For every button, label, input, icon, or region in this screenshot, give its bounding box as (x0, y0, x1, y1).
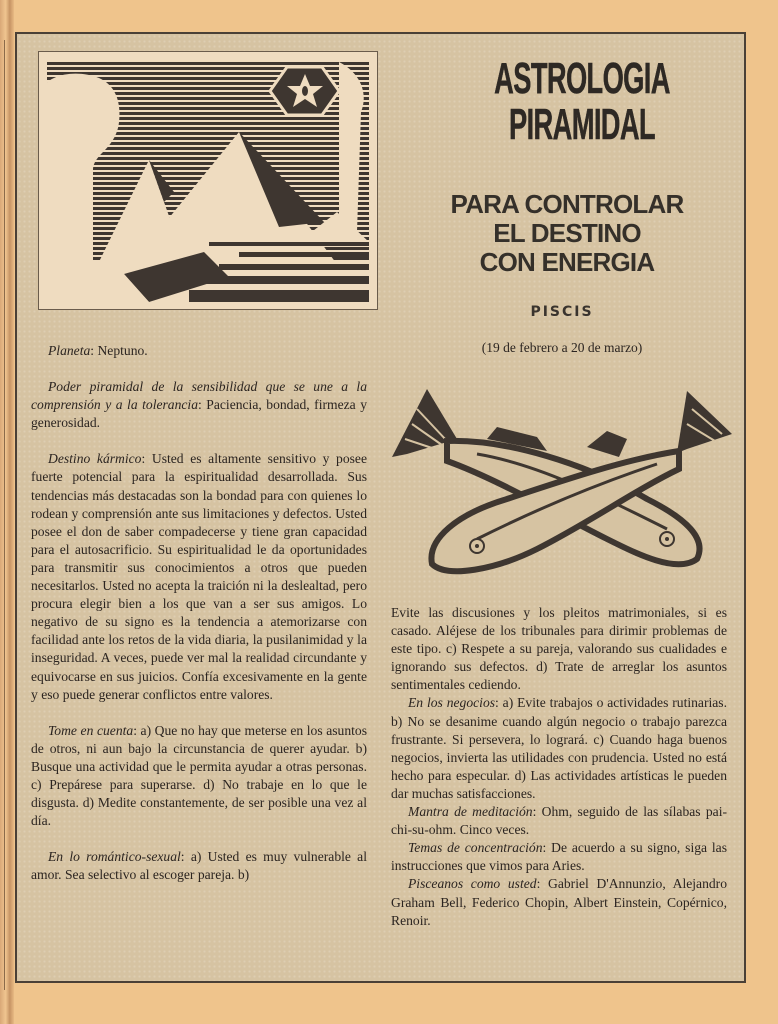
page-spine (0, 0, 14, 1024)
subtitle-line-1: PARA CONTROLAR (450, 189, 684, 219)
pisceanos-paragraph (391, 875, 727, 929)
pisceanos-label: Pisceanos como usted (408, 876, 537, 892)
temas-text: : De acuerdo a su signo, siga las instrucciones que vimos para Aries. (391, 840, 727, 874)
sign-dates: (19 de febrero a 20 de marzo) (481, 340, 643, 355)
romantico-paragraph (31, 848, 367, 884)
continuation-paragraph: Evite las discusiones y los pleitos matrimoniales, si es casado. Aléjese de los tribunales para dirimir problemas de este tipo. c) Respete a su pareja, valorando sus cualidades e ignorando sus defectos. d) Trate de arreglar los asuntos sentimentales cediendo. (391, 605, 727, 693)
mantra-label: Mantra de meditación (408, 804, 533, 820)
article-title (432, 56, 732, 148)
poder-paragraph (31, 378, 367, 432)
planeta-text: : Neptuno. (90, 343, 148, 358)
article-subtitle (412, 190, 722, 277)
temas-paragraph (391, 839, 727, 875)
planeta-paragraph (31, 342, 367, 360)
pisces-fish-illustration (387, 379, 742, 579)
mantra-paragraph (391, 803, 727, 839)
romantico-label: En lo romántico-sexual (48, 849, 181, 865)
destino-text: : Usted es altamente sensitivo y posee fuerte potencial para la espiritualidad desarrollada. Sus tendencias más destacadas son la bondad para con quienes lo rodean y comprensión ante sus limitaciones y defectos. Usted posee el don de saber compadecerse y tiene gran capacidad para el autosacrificio. Su espiritualidad le da oportunidades para transmitir sus conocimientos a otros que pueden necesitarlos. Usted no acepta la traición ni la deslealtad, pero procura elegir bien a los que van a ser sus amigos. Lo negativo de su signo es la tendencia a atemorizarse con facilidad ante los retos de la vida diaria, la pusilanimidad y la inseguridad. A veces, puede ver mal la realidad circundante y equivocarse en sus juicios. Confía excesivamente en la gente y eso puede generar conflictos entre valores. (31, 451, 367, 702)
fish-svg (387, 379, 742, 579)
title-line-1: ASTROLOGIA (494, 54, 670, 103)
title-line-2: PIRAMIDAL (509, 100, 655, 149)
article-panel (15, 32, 746, 983)
pisceanos-text: : Gabriel D'Annunzio, Alejandro Graham Bell, Federico Chopin, Albert Einstein, Copérnico, Renoir. (391, 876, 727, 928)
mantra-text: : Ohm, seguido de las sílabas pai-chi-su-ohm. Cinco veces. (391, 804, 728, 838)
right-column (391, 604, 727, 930)
tome-text: : a) Que no hay que meterse en los asuntos de otros, ni aun bajo la circunstancia de querer ayudar. b) Busque una actividad que le permita ayudar a otras personas. c) Prepárese para superarse. d) No trabaje en lo que le disgusta. d) Medite constantemente, de ser posible una vez al día. (31, 722, 367, 829)
poder-text: : Paciencia, bondad, firmeza y generosidad. (31, 397, 367, 431)
subtitle-line-3: CON ENERGIA (479, 247, 655, 277)
destino-paragraph (31, 450, 367, 703)
temas-label: Temas de concentración (408, 840, 543, 856)
left-column (31, 342, 367, 884)
tome-label: Tome en cuenta (48, 722, 134, 738)
pyramids-illustration (38, 51, 378, 310)
romantico-text: : a) Usted es muy vulnerable al amor. Sea selectivo al escoger pareja. b) (31, 849, 367, 883)
tome-paragraph (31, 722, 367, 831)
pyramids-illustration-svg (39, 52, 377, 309)
subtitle-line-2: EL DESTINO (493, 218, 641, 248)
star-emblem-icon (270, 67, 339, 115)
poder-label: Poder piramidal de la sensibilidad que se une a la comprensión y a la tolerancia (31, 379, 367, 413)
negocios-paragraph (391, 694, 727, 803)
negocios-text: : a) Evite trabajos o actividades rutinarias. b) No se desanime cuando algún negocio o trabajo parezca frustrante. Si persevera, lo logrará. c) Cuando haga buenos negocios, invierta las utilidades con prudencia. Usted no está hecho para especular. d) Las actividades artísticas le pueden dar muchas satisfacciones. (391, 695, 727, 801)
planeta-label: Planeta (48, 343, 91, 358)
spine-line (4, 40, 5, 990)
negocios-label: En los negocios (408, 695, 496, 711)
sign-name: PISCIS (530, 304, 594, 320)
destino-label: Destino kármico (48, 451, 142, 467)
